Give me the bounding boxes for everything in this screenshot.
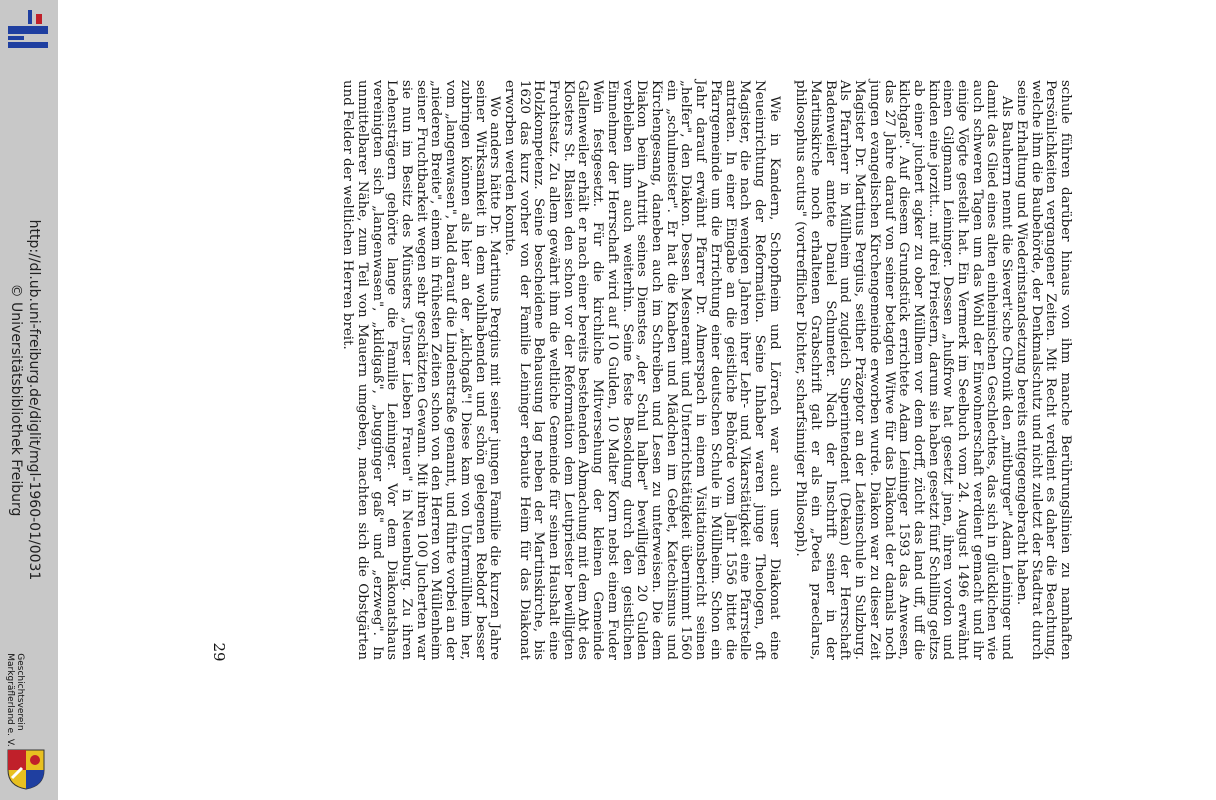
document-url-link[interactable]: http://dl.ub.uni-freiburg.de/diglit/mgl-1960-01/0031 bbox=[26, 219, 42, 581]
sidebar bbox=[0, 0, 58, 800]
copyright-text: © Universitätsbibliothek Freiburg bbox=[8, 283, 24, 517]
page-number: 29 bbox=[210, 642, 228, 662]
publisher-line-2: Markgräflerland e. V. bbox=[5, 653, 15, 747]
paragraph-3: Wie in Kandern, Schopfheim und Lörrach war auch unser Diakonat eine Neueinrichtung der Reformation. Seine Inhaber waren junge Theologen, oft Magister, die nach wenigen Jahren ihrer Lehr- und Vikarstätigkeit eine Pfarrstelle antraten. In einer Eingabe an die geistliche Behörde vom Jahr 1556 bittet die Pfarrgemeinde um die Errichtung einer deutschen Schule in Müllheim. Schon ein Jahr darauf erwähnt Pfarrer Dr. Almerspach in einem Visitationsbericht seinen „helfer", den Diakon. Dessen Mesneramt und Unterrichtstätigkeit übernimmt 1560 ein „schulmeister". Er hat die Knaben und Mädchen im Gebet, Katechismus und Kirchengesang, daneben auch im Schreiben und Lesen zu unterweisen. Die dem Diakon beim Antritt seines Dienstes „der Schul halber" bewilligten 20 Gulden verbleiben ihm auch weiterhin. Seine feste Besoldung durch den geistlichen Einnehmer der Herrschaft wird auf 10 Gulden, 10 Malter Korn nebst einem Fuder Wein festgesetzt. Für die kirchliche Mitversehung der kleinen Gemeinde Gallenweiler erhält er nach einer bereits bestehenden Abmachung mit dem Abt des Klosters St. Blasien den schon vor der Reformation dem Leutpriester bewilligten Fruchtsatz. Zu allem gewährt ihm die weltliche Gemeinde für seinen Haushalt eine Holzkompetenz. Seine bescheidene Behausung lag neben der Martinskirche, bis 1620 das kurz vorher von der Familie Leininger erbaute Heim für das Diakonat erworben werden konnte. bbox=[501, 80, 782, 660]
publisher-line-1: Geschichtsverein bbox=[15, 653, 25, 731]
publisher-label bbox=[5, 653, 25, 746]
coat-of-arms-icon bbox=[4, 748, 48, 790]
document-text bbox=[232, 80, 1072, 660]
paragraph-1: schule führen darüber hinaus von ihm manche Berührungslinien zu namhaften Persönlichkeiten vergangener Zeiten. Mit Recht verdient es daher die Beachtung, welche ihm die Baubehörde, der Denkmalschutz und nicht zuletzt der Stadtrat durch seine Erhaltung und Wiederinstandsetzung bereits entgegengebracht haben. bbox=[1013, 80, 1073, 660]
library-logo-icon[interactable] bbox=[6, 8, 50, 52]
paragraph-2: Als Bauherrn nennt die Sievert'sche Chronik den „mitburger" Adam Leininger und damit das Glied eines alten einheimischen Geschlechtes, das sich in glücklichen wie auch schweren Tagen um das Wohl der Einwohnerschaft verdient gemacht und ihr einige Vögte gestellt hat. Ein Vermerk im Seelbuch vom 24. August 1496 erwähnt einen Gilgmann Leininger. Dessen „hußfrow hat gesetzt jnen, ihren vordon und kinden eine jorzitt... mit drei Priestern, darum sie haben gesetzt fünf Schilling geltzs ab einer juchert agker zu ober Müllhem vor dem dorff, zücht das land uff, uff die kilchgaß". Auf diesem Grundstück errichtete Adam Leininger 1593 das Anwesen, das 27 Jahre darauf von seiner betagten Witwe für das Diakonat der damals noch jungen evangelischen Kirchengemeinde erworben wurde. Diakon war zu dieser Zeit Magister Dr. Martinus Pergius, seither Präzeptor an der Lateinschule in Sulzburg. Als Pfarrherr in Müllheim und zugleich Superintendent (Dekan) der Herrschaft Badenweiler amtete Daniel Schumeter. Nach der Inschrift seiner in der Martinskirche noch erhaltenen Grabschrift galt er als ein „Poeta praeclarus, philosophus acutus" (vortrefflicher Dichter, scharfsinniger Philosoph). bbox=[793, 80, 1015, 660]
paragraph-4: Wo anders hätte Dr. Martinus Pergius mit seiner jungen Familie die kurzen Jahre seiner Wirksamkeit in dem wohlhabenden und schön gelegenen Rebdorf besser zubringen können als hier an der „kilchgaß"! Diese kam von Untermüllheim her, vom „langenwasen", bald darauf die Lindenstraße genannt, und führte vorbei an der „niederen Breite", einem in frühesten Zeiten schon von den Herren von Müllenheim seiner Fruchtbarkeit wegen sehr geschätzten Gewann. Mit ihren 100 Jucherten war sie nun im Besitz des Münsters „Unser Lieben Frauen" in Neuenburg. Zu ihren Lehensträgern gehörte lange die Familie Leininger. Vor dem Diakonatshaus vereinigten sich „langenwasen", „kildigaß", „bugginger gaß" und „erzweg". In unmittelbarer Nähe, zum Teil von Mauern umgeben, machten sich die Obstgärten und Felder der weltlichen Herren breit. bbox=[340, 80, 503, 660]
